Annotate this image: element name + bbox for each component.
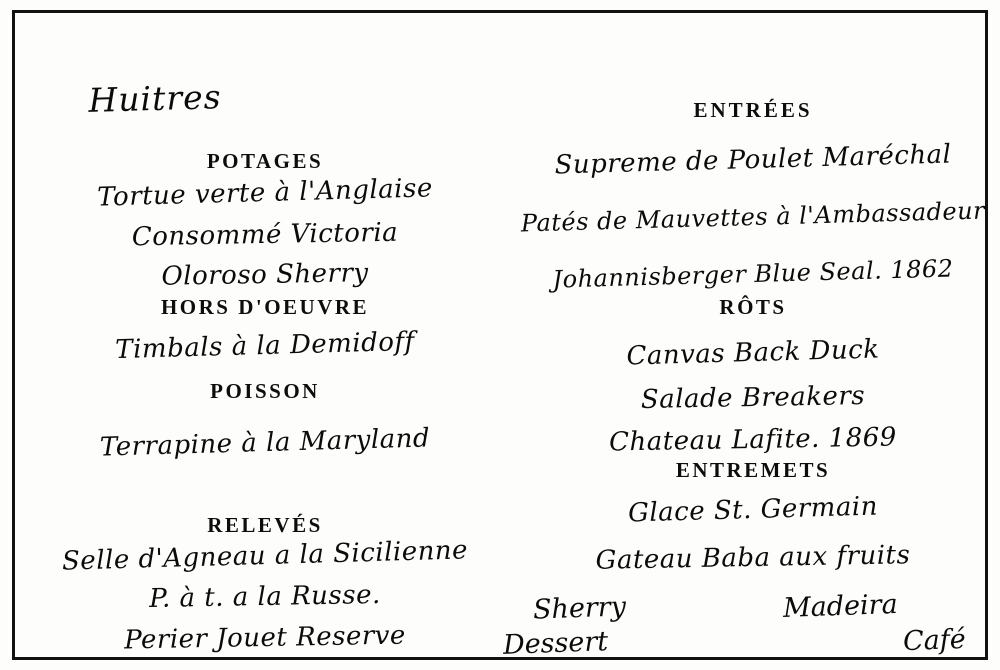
heading-releves: RELEVÉS [207,513,323,537]
footer-sherry: Sherry [532,591,627,626]
item-tortue-verte: Tortue verte à l'Anglaise [96,173,434,213]
item-perier-jouet-reserve: Perier Jouet Reserve [123,620,407,656]
footer-madeira: Madeira [782,589,899,624]
heading-entrees: ENTRÉES [693,98,813,122]
right-column [515,13,991,657]
item-salade-breakers: Salade Breakers [640,381,866,415]
menu-card-border [12,10,988,660]
heading-potages: POTAGES [206,149,324,173]
item-selle-dagneau: Selle d'Agneau a la Sicilienne [61,535,469,577]
item-supreme-poulet-marechal: Supreme de Poulet Maréchal [554,139,952,181]
item-glace-st-germain: Glace St. Germain [627,491,879,529]
menu-content [15,13,986,661]
item-pat-a-la-russe: P. à t. a la Russe. [148,579,381,615]
item-terrapine-maryland: Terrapine à la Maryland [99,423,431,463]
item-oloroso-sherry: Oloroso Sherry [161,258,369,292]
item-consomme-victoria: Consommé Victoria [131,217,399,253]
item-johannisberger-blue-seal: Johannisberger Blue Seal. 1862 [552,254,954,294]
item-chateau-lafite: Chateau Lafite. 1869 [608,422,898,458]
footer-cafe: Café [902,623,967,658]
left-column [15,13,515,657]
heading-poisson: POISSON [210,379,320,403]
item-pates-mauvettes: Patés de Mauvettes à l'Ambassadeur [520,196,986,238]
menu-title-huitres: Huitres [87,77,223,120]
footer-dessert: Dessert [502,626,609,661]
item-canvas-back-duck: Canvas Back Duck [626,334,880,372]
heading-entremets: ENTREMETS [675,458,831,482]
item-timbals-demidoff: Timbals à la Demidoff [114,326,416,366]
heading-rots: RÔTS [719,295,787,319]
item-gateau-baba-aux-fruits: Gateau Baba aux fruits [595,540,911,576]
heading-hors-doeuvre: HORS D'OEUVRE [160,295,370,319]
